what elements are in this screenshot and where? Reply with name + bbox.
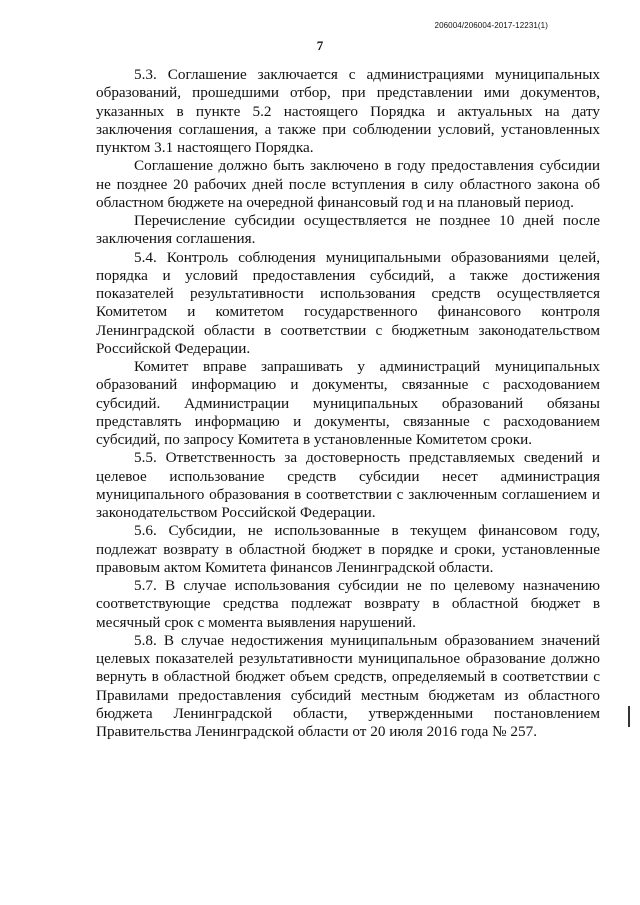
paragraph-5-4: 5.4. Контроль соблюдения муниципальными образованиями целей, порядка и условий предоставления субсидий, а также достижения показателей результативности использования средств осуществляется Комитетом и комитетом государственного финансового контроля Ленинградской области в соответствии с бюджетным законодательством Российской Федерации. bbox=[96, 248, 600, 357]
paragraph-5-8: 5.8. В случае недостижения муниципальным образованием значений целевых показателей результативности муниципальное образование должно вернуть в областной бюджет объем средств, определяемый в соответствии с Правилами предоставления субсидий местным бюджетам из областного бюджета Ленинградской области, утвержденными постановлением Правительства Ленинградской области от 20 июля 2016 года № 257. bbox=[96, 631, 600, 740]
paragraph-5-5: 5.5. Ответственность за достоверность представляемых сведений и целевое использование средств субсидии несет администрация муниципального образования в соответствии с заключенным соглашением и законодательством Российской Федерации. bbox=[96, 449, 600, 521]
page-number: 7 bbox=[316, 38, 324, 53]
paragraph-committee-request: Комитет вправе запрашивать у администраций муниципальных образований информацию и документы, связанные с расходованием субсидий. Администрации муниципальных образований обязаны представлять информацию и документы, связанные с расходованием субсидий, по запросу Комитета в установленные Комитетом сроки. bbox=[96, 358, 600, 448]
paragraph-5-3: 5.3. Соглашение заключается с администрациями муниципальных образований, прошедшими отбор, при представлении ими документов, указанных в пункте 5.2 настоящего Порядка и актуальных на дату заключения соглашения, а также при соблюдении условий, установленных пунктом 3.1 настоящего Порядка. bbox=[96, 66, 600, 156]
paragraph-5-6: 5.6. Субсидии, не использованные в текущем финансовом году, подлежат возврату в областной бюджет в порядке и сроки, установленные правовым актом Комитета финансов Ленинградской области. bbox=[96, 522, 600, 576]
paragraph-transfer-term: Перечисление субсидии осуществляется не позднее 10 дней после заключения соглашения. bbox=[96, 212, 600, 248]
document-body bbox=[96, 66, 600, 741]
paragraph-5-7: 5.7. В случае использования субсидии не по целевому назначению соответствующие средства подлежат возврату в областной бюджет в месячный срок с момента выявления нарушений. bbox=[96, 577, 600, 631]
scan-edge-mark bbox=[628, 706, 630, 727]
document-code: 206004/206004-2017-12231(1) bbox=[434, 21, 548, 30]
paragraph-agreement-term: Соглашение должно быть заключено в году предоставления субсидии не позднее 20 рабочих дней после вступления в силу областного закона об областном бюджете на очередной финансовый год и на плановый период. bbox=[96, 157, 600, 211]
